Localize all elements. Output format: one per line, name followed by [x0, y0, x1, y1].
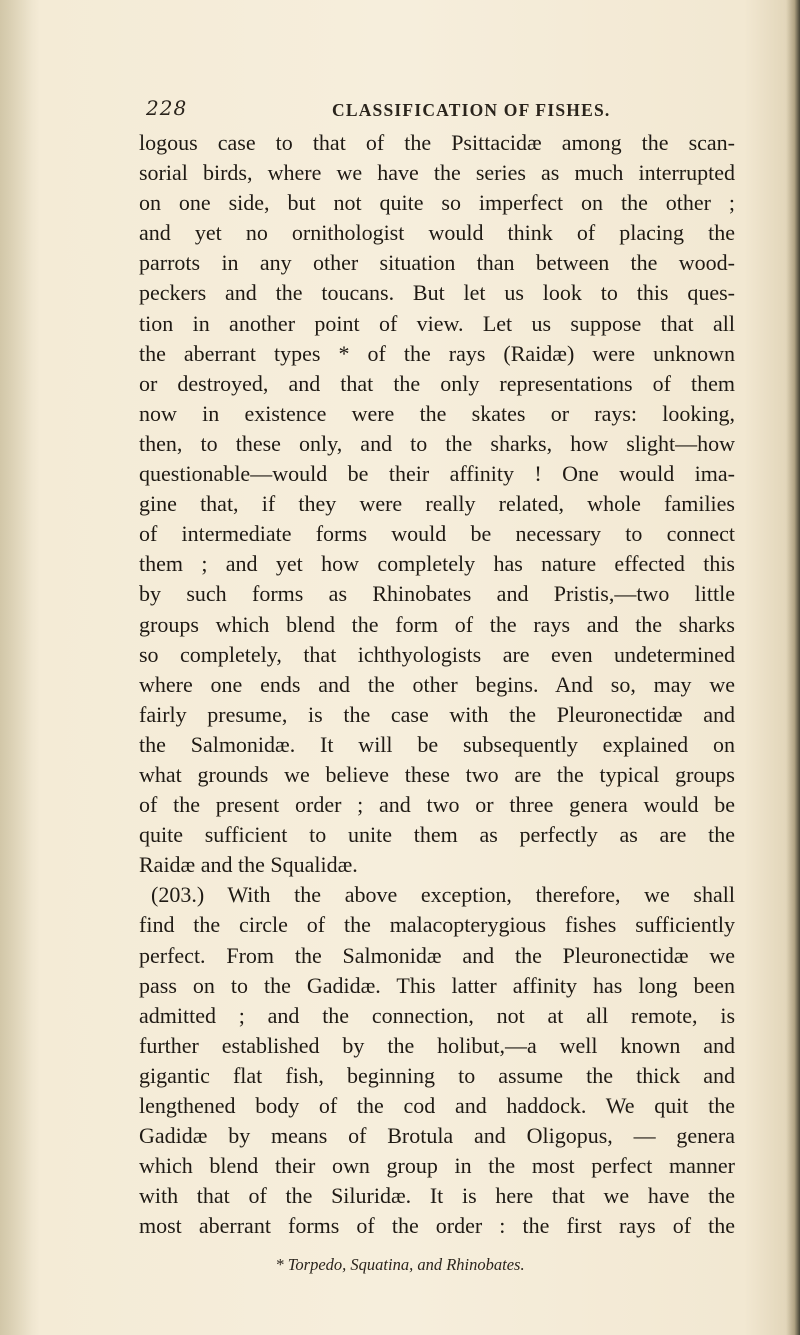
text-line: and yet no ornithologist would think of placing the — [139, 220, 735, 246]
text-line: peckers and the toucans. But let us look to this ques- — [139, 280, 735, 306]
text-line: of intermediate forms would be necessary to connect — [139, 521, 735, 547]
text-line: groups which blend the form of the rays and the sharks — [139, 611, 735, 637]
text-line: gine that, if they were really related, whole families — [139, 491, 735, 517]
text-line: so completely, that ichthyologists are even undetermined — [139, 641, 735, 667]
text-line: what grounds we believe these two are the typical groups — [139, 761, 735, 787]
paper-stain — [0, 0, 40, 1335]
text-line: which blend their own group in the most perfect manner — [139, 1153, 735, 1179]
page-number: 228 — [146, 96, 188, 120]
text-line: fairly presume, is the case with the Pleuronectidæ and — [139, 701, 735, 727]
text-line: tion in another point of view. Let us suppose that all — [139, 310, 735, 336]
text-line: the aberrant types * of the rays (Raidæ) were unknown — [139, 340, 735, 366]
text-line: find the circle of the malacopterygious fishes sufficiently — [139, 912, 735, 938]
text-line: gigantic flat fish, beginning to assume the thick and — [139, 1062, 735, 1088]
text-line: or destroyed, and that the only representations of them — [139, 370, 735, 396]
text-line: admitted ; and the connection, not at all remote, is — [139, 1002, 735, 1028]
body-text — [139, 128, 735, 1241]
running-head: CLASSIFICATION OF FISHES. — [332, 100, 611, 120]
text-line: Gadidæ by means of Brotula and Oligopus, — genera — [139, 1123, 735, 1149]
text-line: logous case to that of the Psittacidæ among the scan- — [139, 130, 735, 155]
text-line: pass on to the Gadidæ. This latter affinity has long been — [139, 972, 735, 998]
text-line: by such forms as Rhinobates and Pristis,—two little — [139, 581, 735, 607]
text-line: on one side, but not quite so imperfect on the other ; — [139, 190, 735, 216]
page-edge-shadow — [786, 0, 800, 1335]
text-line: further established by the holibut,—a well known and — [139, 1032, 735, 1058]
text-line: then, to these only, and to the sharks, how slight—how — [139, 430, 735, 456]
text-line: of the present order ; and two or three genera would be — [139, 792, 735, 818]
text-line: most aberrant forms of the order : the first rays of the — [139, 1213, 735, 1239]
text-line: perfect. From the Salmonidæ and the Pleuronectidæ we — [139, 942, 735, 968]
text-line: (203.) With the above exception, therefore, we shall — [151, 882, 735, 908]
text-line: them ; and yet how completely has nature effected this — [139, 551, 735, 577]
text-line: parrots in any other situation than between the wood- — [139, 250, 735, 276]
text-line: Raidæ and the Squalidæ. — [139, 852, 358, 878]
text-line: questionable—would be their affinity ! One would ima- — [139, 461, 735, 487]
text-line: the Salmonidæ. It will be subsequently explained on — [139, 731, 735, 757]
text-line: now in existence were the skates or rays: looking, — [139, 400, 735, 426]
footnote: * Torpedo, Squatina, and Rhinobates. — [275, 1255, 525, 1274]
text-line: lengthened body of the cod and haddock. We quit the — [139, 1093, 735, 1118]
text-line: quite sufficient to unite them as perfectly as are the — [139, 822, 735, 848]
text-line: sorial birds, where we have the series as much interrupted — [139, 160, 735, 186]
text-line: where one ends and the other begins. And so, may we — [139, 671, 735, 697]
text-line: with that of the Siluridæ. It is here that we have the — [139, 1183, 735, 1209]
